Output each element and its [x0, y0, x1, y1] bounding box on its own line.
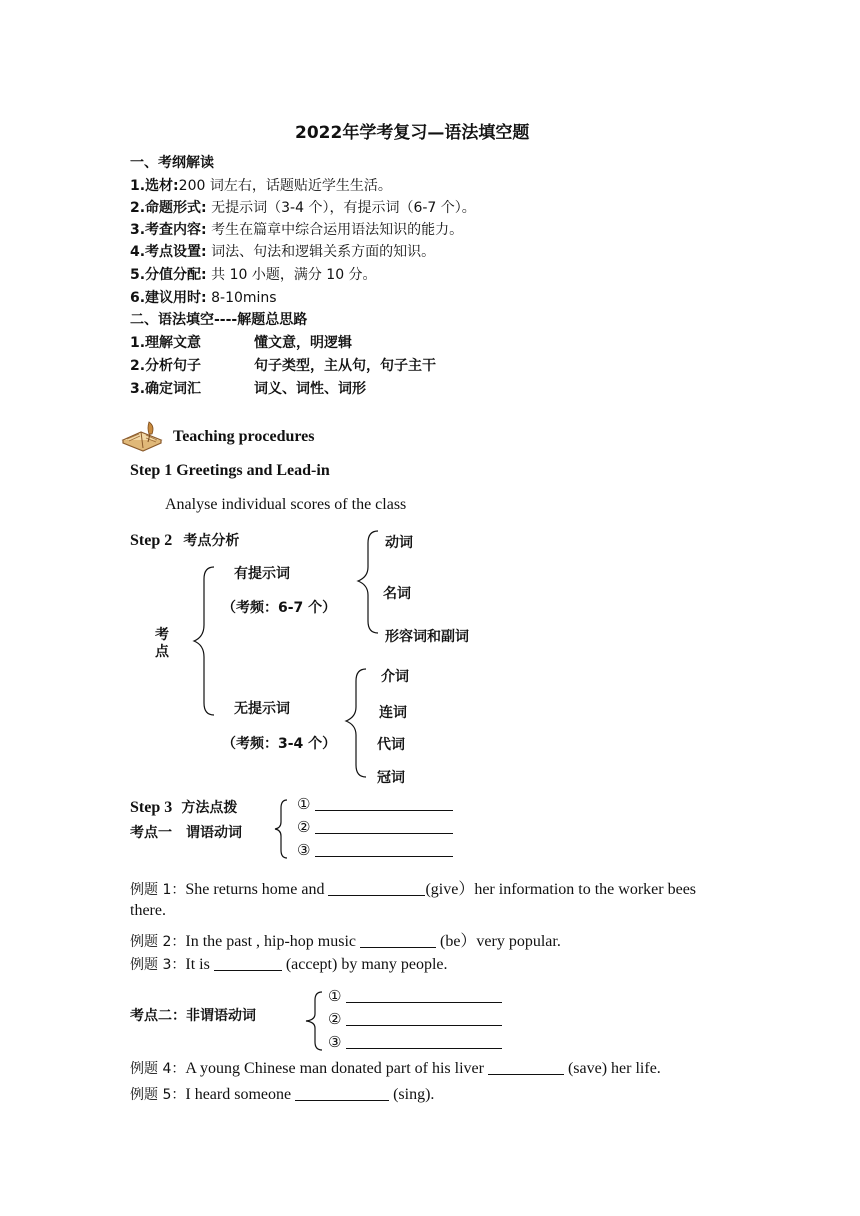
example-1-continued: there.: [130, 902, 166, 919]
step2-heading: Step 2 考点分析: [130, 532, 240, 549]
step3-heading: Step 3 方法点拨: [130, 799, 238, 816]
tree-without-hint-label: 无提示词: [234, 701, 290, 717]
syllabus-item: 1.选材:200 词左右，话题贴近学生生活。: [130, 178, 392, 194]
tree-with-hint-label: 有提示词: [234, 566, 290, 582]
tree-leaf-conjunction: 连词: [379, 705, 407, 721]
example-3: 例题 3：It is (accept) by many people.: [130, 956, 448, 973]
tree-root: 考 点: [155, 627, 169, 660]
point2-blank-3: ③: [328, 1033, 502, 1051]
tree-with-hint-freq: （考频：6-7 个）: [222, 600, 337, 616]
syllabus-item: 5.分值分配: 共 10 小题，满分 10 分。: [130, 267, 377, 283]
step1-heading: Step 1 Greetings and Lead-in: [130, 462, 330, 479]
approach-item: 1.理解文意 懂文意，明逻辑: [130, 335, 352, 351]
point1-blank-3: ③: [297, 841, 453, 859]
section-heading-syllabus: 一、考纲解读: [130, 155, 214, 171]
tree-leaf-preposition: 介词: [381, 669, 409, 685]
tree-leaf-article: 冠词: [377, 770, 405, 786]
point2-blank-2: ②: [328, 1010, 502, 1028]
point1-blank-2: ②: [297, 818, 453, 836]
tree-leaf-noun: 名词: [383, 586, 411, 602]
syllabus-item: 6.建议用时: 8-10mins: [130, 290, 277, 306]
example-2: 例题 2：In the past , hip-hop music (be）very popular.: [130, 933, 561, 950]
point2-bracket: [302, 990, 326, 1052]
teaching-procedures-heading: Teaching procedures: [173, 428, 315, 445]
tree-leaf-verb: 动词: [385, 535, 413, 551]
page-title: 2022年学考复习—语法填空题: [295, 123, 530, 143]
syllabus-item: 4.考点设置: 词法、句法和逻辑关系方面的知识。: [130, 244, 436, 260]
point2-blank-1: ①: [328, 987, 502, 1005]
point2-heading: 考点二：非谓语动词: [130, 1008, 256, 1024]
example-4: 例题 4：A young Chinese man donated part of his liver (save) her life.: [130, 1060, 661, 1077]
tree-without-hint-freq: （考频：3-4 个）: [222, 736, 337, 752]
approach-item: 3.确定词汇 词义、词性、词形: [130, 381, 366, 397]
point1-heading: 考点一 谓语动词: [130, 825, 242, 841]
point1-blank-1: ①: [297, 795, 453, 813]
example-5: 例题 5：I heard someone (sing).: [130, 1086, 435, 1103]
example-1: 例题 1：She returns home and (give）her information to the worker bees: [130, 881, 697, 898]
tree-leaf-adj-adv: 形容词和副词: [385, 629, 469, 645]
syllabus-item: 2.命题形式: 无提示词（3-4 个），有提示词（6-7 个）。: [130, 200, 476, 216]
book-quill-icon: [119, 420, 165, 452]
point1-bracket: [271, 798, 291, 860]
syllabus-item: 3.考查内容: 考生在篇章中综合运用语法知识的能力。: [130, 222, 464, 238]
approach-item: 2.分析句子 句子类型，主从句，句子主干: [130, 358, 436, 374]
tree-leaf-pronoun: 代词: [377, 737, 405, 753]
section-heading-approach: 二、语法填空----解题总思路: [130, 312, 308, 328]
step1-text: Analyse individual scores of the class: [165, 496, 407, 513]
